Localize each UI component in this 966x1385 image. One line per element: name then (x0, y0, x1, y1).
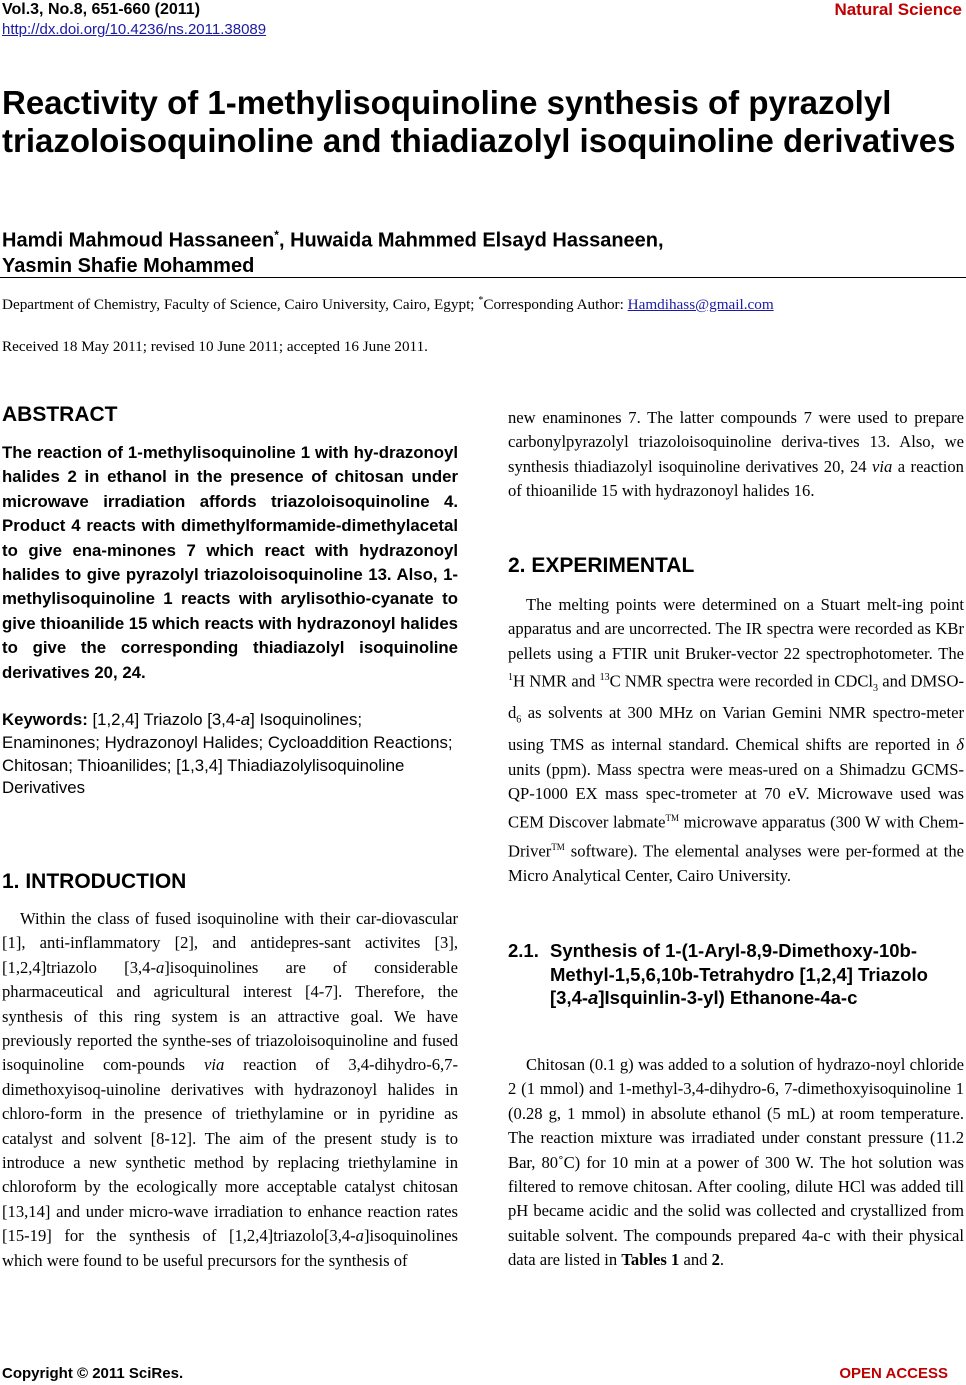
italic-run: a (155, 957, 165, 977)
section-2-1-paragraph (508, 1053, 964, 1273)
email-link[interactable]: Hamdihass@gmail.com (627, 296, 774, 314)
title-divider (0, 277, 966, 278)
subscript: 3 (873, 683, 879, 695)
text-run: C NMR spectra were recorded in CDCl (609, 671, 874, 691)
subscript: 6 (516, 714, 522, 726)
corresponding-label: Corresponding Author: (483, 296, 628, 314)
experimental-heading: 2. EXPERIMENTAL (508, 554, 695, 577)
text-run: new enaminones 7. The latter compounds 7 were used to prepare carbonylpyrazolyl triazoloisoquinoline deriva-tives 13. Also, we synthesis thiadiazolyl isoquinoline derivatives 20, 24 (508, 408, 964, 476)
text-run: reaction of 3,4-dihydro-6,7-dimethoxyisoq-uinoline derivatives with hydrazonoyl halides in chloro-form in the presence of triethylamine or in pyridine as catalyst and solvent [8-12]. The aim of the present study is to introduce a new synthetic method by replacing triethylamine in chloroform by the ecologically more acceptable catalyst chitosan [13,14] and under micro-wave irradiation to enhance reaction rates [15-19] for the synthesis of [1,2,4]triazolo[3,4- (2, 1055, 458, 1246)
superscript: 13 (599, 672, 610, 684)
text-run: ]isoquinolines which were found to be useful precursors for the synthesis of (2, 1226, 458, 1270)
author-name: Yasmin Shafie Mohammed (2, 254, 255, 277)
intro-continuation (508, 406, 964, 504)
abstract-text: The reaction of 1-methylisoquinoline 1 with hy-drazonoyl halides 2 in ethanol in the presence of chitosan under microwave irradiation affords triazoloisoquinoline 4. Product 4 reacts with dimethylformamide-dimethylacetal to give ena-minones 7 which react with hydrazonoyl halides to give pyrazolyl triazoloisoquinoline 13. Also, 1-methylisoquinoline 1 reacts with arylisothio-cyanate to give thioanilide 15 which reacts with hydrazonoyl halides to give the corresponding thiadiazolyl isoquinoline derivatives 20, 24. (2, 443, 459, 682)
italic-run: via (203, 1055, 225, 1075)
author-list (2, 223, 962, 279)
author-name: Hamdi Mahmoud Hassaneen (2, 229, 275, 252)
section-number: 2.1. (508, 940, 539, 961)
experimental-paragraph (508, 593, 964, 889)
superscript: TM (551, 842, 565, 853)
journal-reference: Vol.3, No.8, 651-660 (2011) (2, 1, 201, 18)
text-run: ]Isquinlin-3-yl) Ethanone-4a-c (598, 987, 858, 1008)
text-run: and DMSO-d (508, 671, 965, 723)
table-reference-link[interactable]: 2 (711, 1250, 720, 1270)
text-run: Within the class of fused isoquinoline with their car-diovascular [1], anti-inflammatory [2], and antidepres-sant activites [3], [1,2,4]triazolo [3,4- (2, 909, 458, 977)
keywords-text: ] Isoquinolines; Enaminones; Hydrazonoyl Halides; Cycloaddition Reactions; Chitosan; Thioanilides; [1,3,4] Thiadiazolylisoquinoline Derivatives (2, 710, 453, 798)
keywords-label: Keywords: (2, 710, 88, 729)
doi-link[interactable]: http://dx.doi.org/10.4236/ns.2011.38089 (2, 21, 267, 38)
paper-title: Reactivity of 1-methylisoquinoline synthesis of pyrazolyl triazoloisoquinoline and thiadiazolyl isoquinoline derivatives (2, 84, 956, 159)
table-reference-link[interactable]: Tables 1 (621, 1250, 680, 1270)
text-run: microwave apparatus (300 W with Chem-Driver (508, 812, 964, 861)
text-run: a reaction of thioanilide 15 with hydrazonoyl halides 16. (508, 456, 964, 501)
text-run: Synthesis of 1-(1-Aryl-8,9-Dimethoxy-10b-Methyl-1,5,6,10b-Tetrahydro [1,2,4] Triazolo [3,4- (550, 940, 928, 1008)
author-name: , Huwaida Mahmmed Elsayd Hassaneen, (278, 229, 664, 252)
corresponding-mark: * (274, 228, 279, 242)
text-run: software). The elemental analyses were per-formed at the Micro Analytical Center, Cairo University. (508, 841, 964, 886)
copyright-notice: Copyright © 2011 SciRes. (2, 1365, 184, 1382)
italic-run: a (588, 987, 599, 1008)
italic-run: a (355, 1226, 364, 1246)
keywords-text: [1,2,4] Triazolo [3,4- (87, 710, 241, 729)
introduction-paragraph (2, 907, 458, 1273)
text-run: ]isoquinolines are of considerable pharmaceutical and agricultural interest [4-7]. Therefore, the synthesis of this ring system is an attractive goal. We have previously reported the synthe-ses of triazoloisoquinoline and fused isoquinoline com-pounds (2, 957, 458, 1075)
corresponding-mark: * (478, 295, 484, 306)
superscript: 1 (508, 672, 513, 684)
text-run: The melting points were determined on a Stuart melt-ing point apparatus and are uncorrected. The IR spectra were recorded as KBr pellets using a FTIR unit Bruker-vector 22 spectrophotometer. The (508, 595, 964, 663)
text-run: Chitosan (0.1 g) was added to a solution of hydrazo-noyl chloride 2 (1 mmol) and 1-methyl-3,4-dihydro-6, 7-dimethoxyisoquinoline 1 (0.28 g, 1 mmol) in absolute ethanol (5 mL) at room temperature. The reaction mixture was irradiated under constant pressure (11.2 Bar, 80˚C) for 10 min at a power of 300 W. The hot solution was filtered to remove chitosan. After cooling, dilute HCl was added till pH became acidic and the solid was collected and crystallized from suitable solvent. The compounds prepared 4a-c with their physical data are listed in (508, 1055, 964, 1270)
italic-run: via (872, 456, 893, 476)
keywords-italic: a (240, 710, 251, 729)
text-run: units (ppm). Mass spectra were meas-ured on a Shimadzu GCMS-QP-1000 EX mass spec-trometer at 70 eV. Microwave used was CEM Discover labmate (508, 759, 964, 832)
section-2-1-heading (508, 939, 964, 1010)
keywords (2, 709, 458, 800)
text-run: . (719, 1250, 725, 1270)
journal-name: Natural Science (834, 0, 962, 19)
text-run: and (679, 1250, 712, 1270)
superscript: TM (665, 813, 680, 824)
abstract-heading: ABSTRACT (2, 403, 118, 426)
introduction-heading: 1. INTRODUCTION (2, 870, 187, 893)
text-run: as solvents at 300 MHz on Varian Gemini NMR spectro-meter using TMS as internal standard. Chemical shifts are reported in (508, 703, 964, 755)
italic-run: δ (956, 735, 964, 755)
text-run: H NMR and (513, 671, 600, 691)
section-title (508, 939, 964, 1010)
affiliation-text: Department of Chemistry, Faculty of Science, Cairo University, Cairo, Egypt; (2, 296, 479, 314)
received-dates: Received 18 May 2011; revised 10 June 2011; accepted 16 June 2011. (2, 338, 428, 355)
open-access-label: OPEN ACCESS (839, 1365, 948, 1382)
affiliation (2, 291, 774, 315)
